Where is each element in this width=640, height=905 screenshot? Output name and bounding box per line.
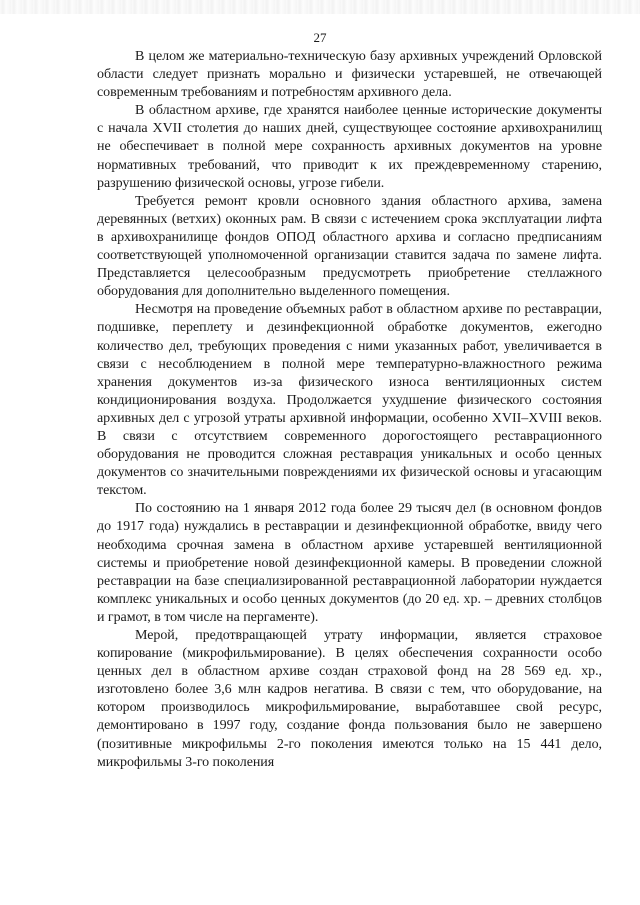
paragraph-material-base: В целом же материально-техническую базу архивных учреждений Орловской области следует признать морально и физически устаревшей, не отвечающей современным требованиям и потребностям архивного дела. [97, 49, 602, 101]
paragraph-regional-archive-storage: В областном архиве, где хранятся наиболее ценные исторические документы с начала XVII столетия до наших дней, существующее состояние архивохранилищ не обеспечивает в полной мере сохранность архивных документов на уровне нормативных требований, что приводит к их преждевременному старению, разрушению физической основы, угрозе гибели. [97, 103, 602, 191]
document-body [97, 48, 602, 772]
paragraph-microfilming: Мерой, предотвращающей утрату информации, является страховое копирование (микрофильмирование). В целях обеспечения сохранности особо ценных дел в областном архиве создан страховой фонд на 28 569 ед. хр., изготовлено более 3,6 млн кадров негатива. В связи с тем, что оборудование, на котором производилось микрофильмирование, выработавшее свой ресурс, демонтировано в 1997 году, создание фонда пользования было не завершено (позитивные микрофильмы 2-го поколения имеются только на 15 441 дело, микрофильмы 3-го поколения [97, 628, 602, 770]
paragraph-repairs-needed: Требуется ремонт кровли основного здания областного архива, замена деревянных (ветхих) оконных рам. В связи с истечением срока эксплуатации лифта в архивохранилище фондов ОПОД областного архива и согласно предписаниям соответствующей уполномоченной организации ставится задача по замене лифта. Представляется целесообразным предусмотреть приобретение стеллажного оборудования для дополнительно выделенного помещения. [97, 193, 602, 300]
paragraph-restoration-work: Несмотря на проведение объемных работ в областном архиве по реставрации, подшивке, переплету и дезинфекционной обработке документов, ежегодно количество дел, требующих проведения с ними указанных работ, увеличивается в связи с несоблюдением в полной мере температурно-влажностного режима хранения документов из-за физического износа вентиляционных систем кондиционирования воздуха. Продолжается ухудшение физического состояния архивных дел с угрозой утраты архивной информации, особенно XVII–XVIII веков. В связи с отсутствием современного дорогостоящего реставрационного оборудования не проводится сложная реставрация уникальных и особо ценных документов со значительными повреждениями их физической основы и угасающим текстом. [97, 302, 602, 499]
scan-edge-noise [0, 0, 640, 14]
page-number: 27 [313, 30, 327, 45]
paragraph-restoration-backlog: По состоянию на 1 января 2012 года более 29 тысяч дел (в основном фондов до 1917 года) нуждались в реставрации и дезинфекционной обработке, ввиду чего необходима срочная замена в областном архиве устаревшей вентиляционной системы и приобретение новой дезинфекционной камеры. В проведении сложной реставрации на базе специализированной реставрационной лаборатории нуждается комплекс уникальных и особо ценных документов (до 20 ед. хр. – древних столбцов и грамот, в том числе на пергаменте). [97, 501, 602, 625]
